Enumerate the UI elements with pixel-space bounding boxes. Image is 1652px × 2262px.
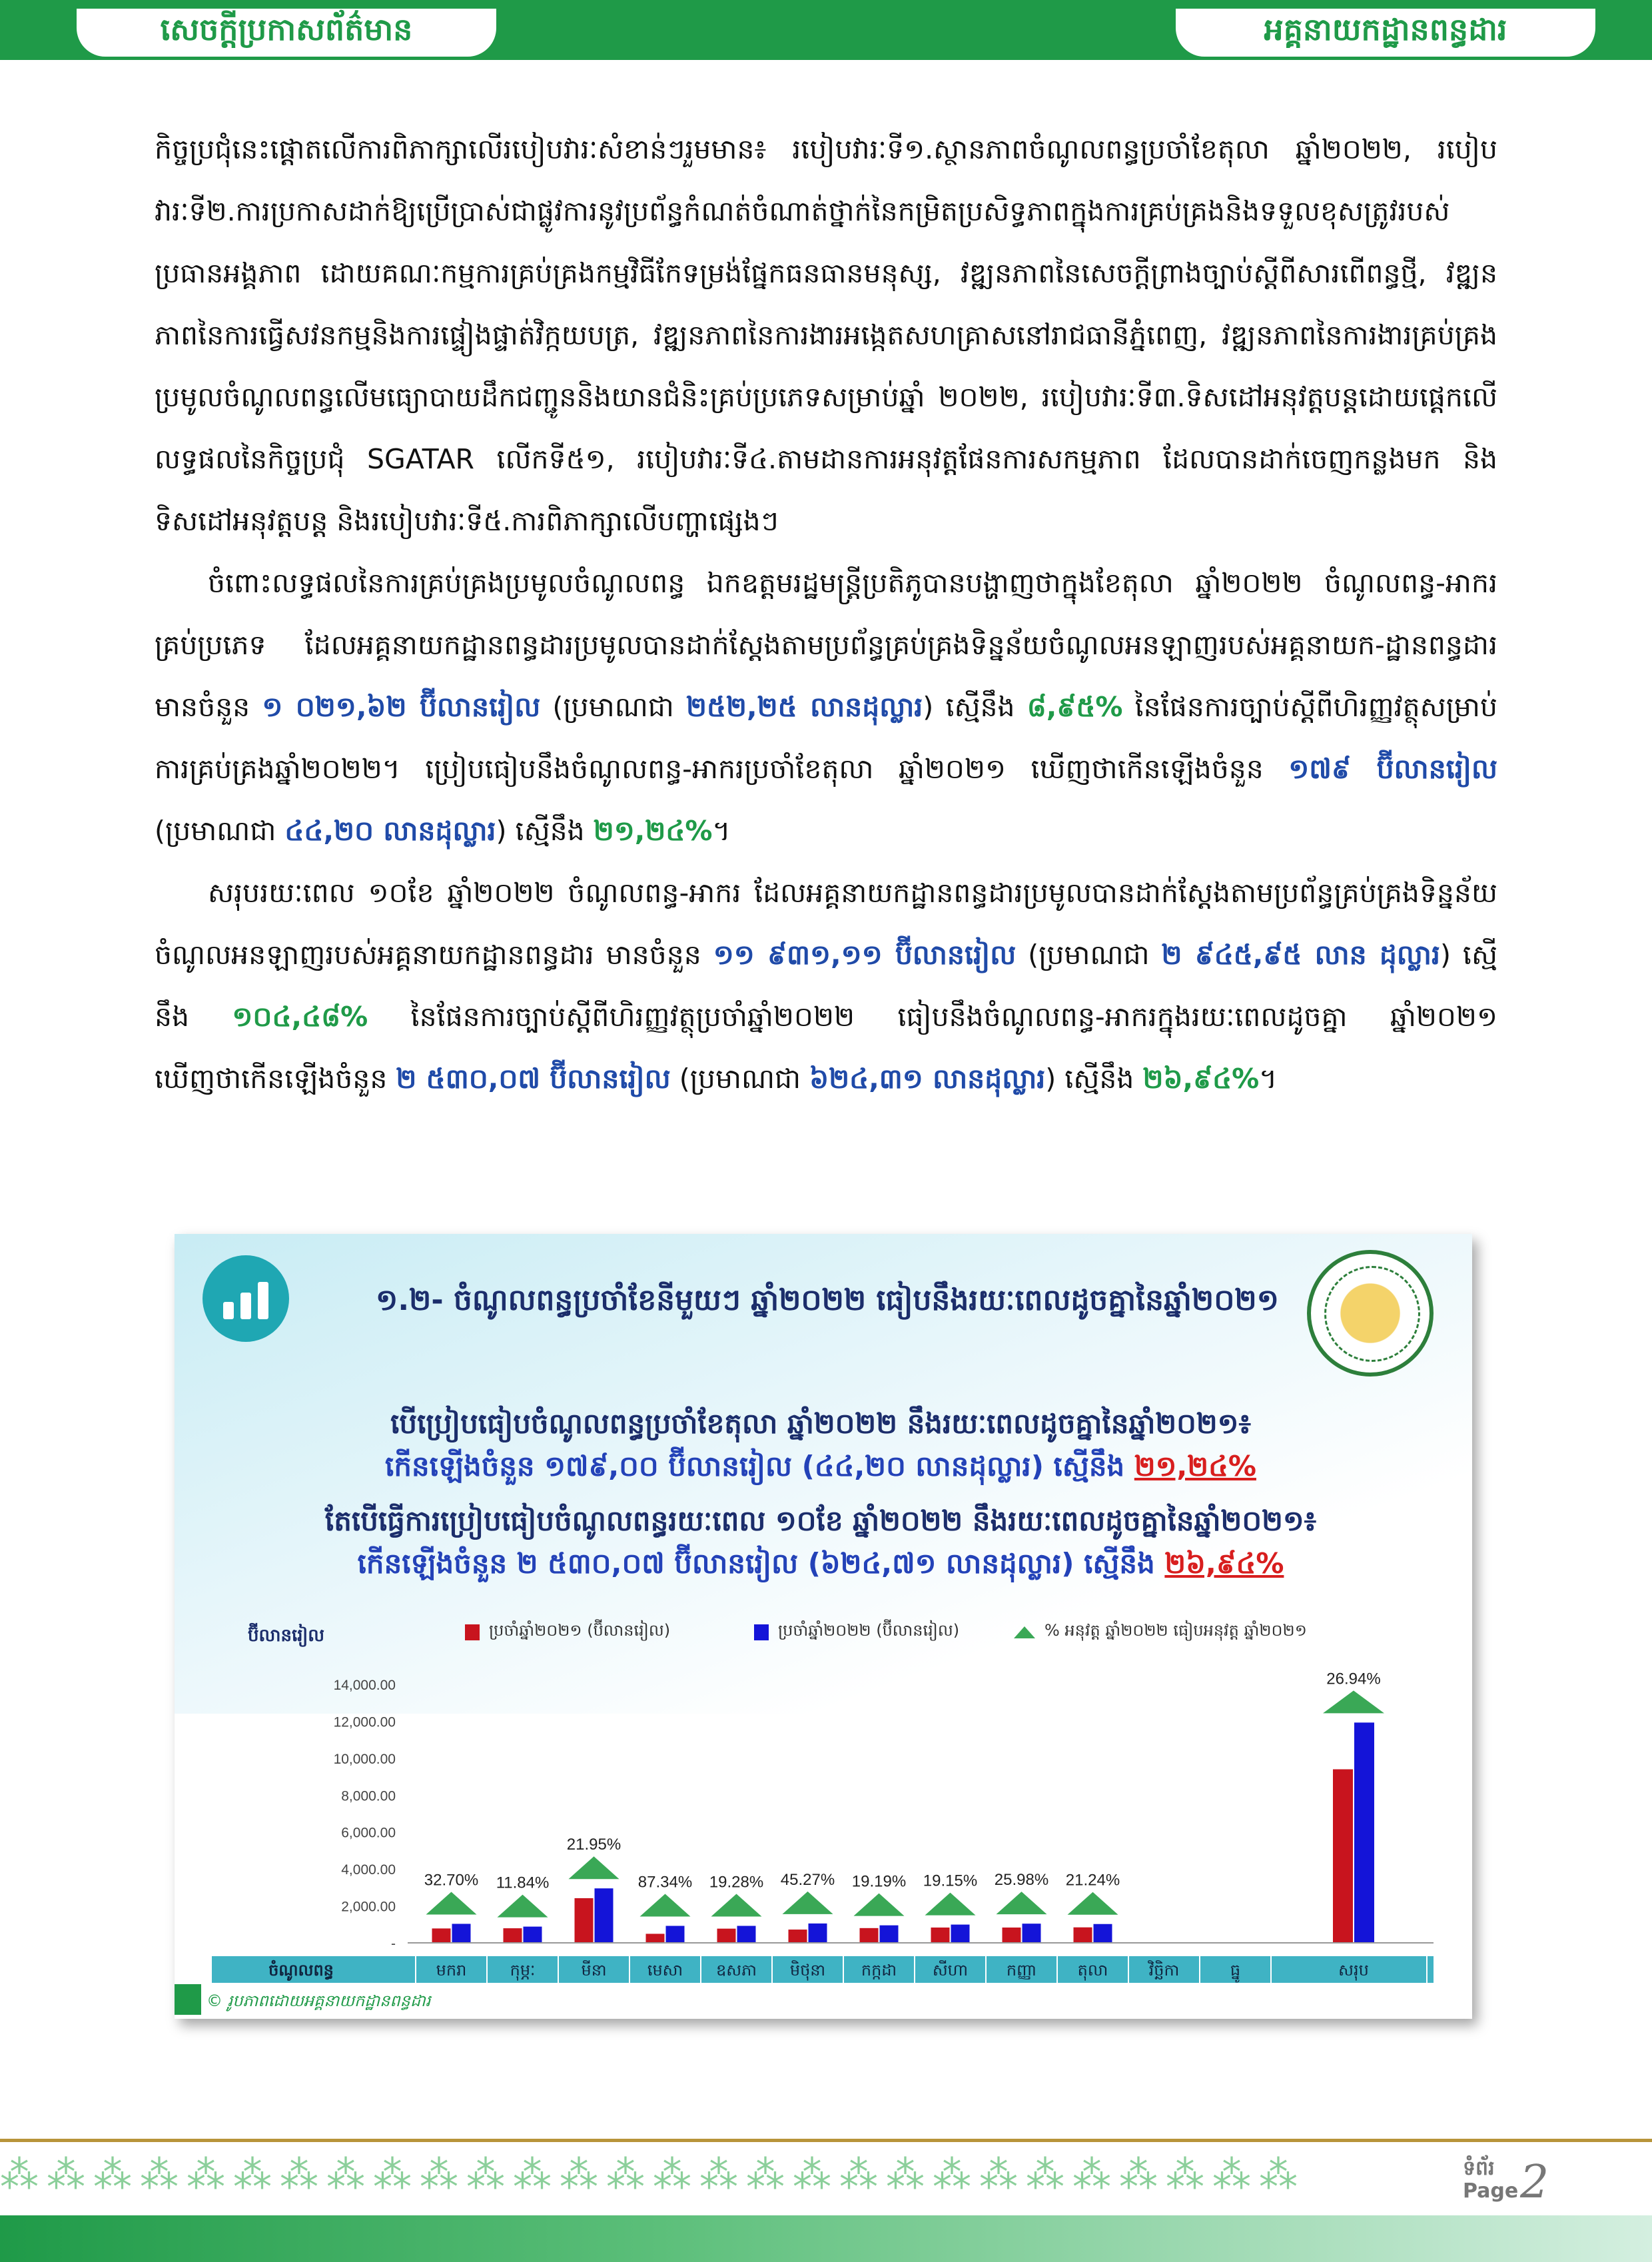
- y-tick-label: 8,000.00: [341, 1788, 396, 1804]
- pct-label: 21.24%: [1065, 1871, 1120, 1890]
- pct-label: 19.28%: [709, 1873, 764, 1892]
- text: (ប្រមាណជា: [155, 815, 285, 847]
- bar-2021: [1333, 1769, 1353, 1943]
- value-10m-plan-pct: ១០៤,៤៨%: [232, 1001, 368, 1033]
- value-oct-increase-usd: ៤៤,២០ លានដុល្លារ: [284, 815, 496, 847]
- bar-2022: [1023, 1924, 1041, 1943]
- category-row-header: ចំណូលពន្ធ: [268, 1961, 334, 1979]
- y-tick-label: 6,000.00: [341, 1825, 396, 1841]
- bar-2021: [1003, 1928, 1021, 1943]
- page-number: 2: [1520, 2156, 1549, 2209]
- infographic-title: ១.២- ចំណូលពន្ធប្រចាំខែនីមួយៗ ឆ្នាំ២០២២ ធៀបនឹងរយៈពេលដូចគ្នានៃឆ្នាំ២០២១: [376, 1283, 1279, 1317]
- y-tick-label: -: [391, 1936, 396, 1952]
- pct-triangle-marker: [640, 1894, 691, 1917]
- bar-2022: [737, 1926, 756, 1943]
- pct-label: 87.34%: [637, 1873, 693, 1892]
- text: សរុបរយៈពេល ១០ខែ ឆ្នាំ២០២២ ចំណូលពន្ធ-អាករ ដែលអគ្គនាយកដ្ឋានពន្ធដារប្រមូលបានដាក់ស្តែងតាមប្រព័ន្ធគ្រប់គ្រងទិន្នន័យចំណូលអនឡាញរបស់អគ្គនាយកដ្ឋានពន្ធដារ មានចំនួន: [155, 877, 1497, 971]
- pct-triangle-marker: [1323, 1690, 1384, 1713]
- decorative-ornament-row: ⁂⁂⁂⁂⁂⁂⁂⁂⁂⁂⁂⁂⁂⁂⁂⁂⁂⁂⁂⁂⁂⁂⁂⁂⁂⁂⁂⁂: [0, 2152, 1306, 2197]
- text: (ប្រមាណជា: [540, 691, 686, 723]
- value-10m-revenue-riel: ១១ ៩៣១,១១ ប៊ីលានរៀល: [713, 939, 1017, 971]
- text: (ប្រមាណជា: [670, 1063, 810, 1095]
- bar-2021: [504, 1928, 522, 1943]
- pct-label: 32.70%: [424, 1871, 479, 1890]
- value-oct-revenue-riel: ១ ០២១,៦២ ប៊ីលានរៀល: [262, 691, 541, 723]
- text: ) ស្មើនឹង: [496, 815, 594, 847]
- bar-2021: [717, 1929, 736, 1943]
- value-oct-increase-pct: ២១,២៤%: [593, 815, 713, 847]
- pct-triangle-marker: [426, 1892, 477, 1914]
- paragraph-october-revenue: [155, 552, 1497, 862]
- pct-triangle-marker: [1068, 1892, 1118, 1915]
- pct-triangle-marker: [711, 1894, 762, 1917]
- pct-label: 21.95%: [566, 1836, 621, 1854]
- category-label: ឧសភា: [716, 1961, 757, 1979]
- photo-credit: © រូបភាពដោយអគ្គនាយកដ្ឋានពន្ធដារ: [206, 1991, 431, 2010]
- bar-2022: [809, 1924, 827, 1943]
- bar-2022: [524, 1927, 542, 1943]
- text: ) ស្មើនឹង: [923, 691, 1027, 723]
- bar-2021: [1074, 1928, 1092, 1943]
- y-axis-unit: ប៊ីលានរៀល: [248, 1626, 325, 1646]
- summary-monthly-heading: បើប្រៀបធៀបចំណូលពន្ធប្រចាំខែតុលា ឆ្នាំ២០២២ នឹងរយៈពេលដូចគ្នានៃឆ្នាំ២០២១៖: [390, 1407, 1251, 1440]
- legend-label: ប្រចាំឆ្នាំ២០២២ (ប៊ីលានរៀល): [778, 1621, 960, 1640]
- bar-2021: [432, 1928, 451, 1943]
- category-label: សីហា: [932, 1961, 969, 1979]
- y-tick-label: 4,000.00: [341, 1862, 396, 1878]
- legend-label: % អនុវត្ត ឆ្នាំ២០២២ ធៀបអនុវត្ត ឆ្នាំ២០២១: [1044, 1621, 1307, 1640]
- text: ។: [712, 815, 731, 847]
- category-label: វិច្ឆិកា: [1148, 1961, 1180, 1979]
- category-label: មិថុនា: [789, 1961, 826, 1979]
- legend-label: ប្រចាំឆ្នាំ២០២១ (ប៊ីលានរៀល): [489, 1621, 671, 1640]
- value-10m-revenue-usd: ២ ៩៤៥,៩៥ លាន ដុល្លារ: [1161, 939, 1440, 971]
- category-label: កក្កដា: [861, 1961, 897, 1979]
- value-oct-increase-riel: ១៧៩ ប៊ីលានរៀល: [1288, 753, 1497, 785]
- pct-label: 25.98%: [994, 1871, 1049, 1890]
- bar-2022: [1354, 1722, 1374, 1943]
- pct-label: 45.27%: [780, 1870, 835, 1889]
- bar-2022: [1094, 1924, 1112, 1943]
- bar-2022: [666, 1926, 685, 1943]
- text: កើនឡើងចំនួន ១៧៩,០០ ប៊ីលានរៀល (៤៤,២០ លានដុល្លារ) ស្មើនឹង: [385, 1450, 1134, 1482]
- page-label: [1463, 2157, 1518, 2203]
- revenue-bar-chart: [175, 1234, 1472, 2019]
- bar-2022: [880, 1926, 899, 1943]
- article-body: [155, 119, 1497, 1110]
- bar-2021: [789, 1930, 807, 1943]
- value-10m-increase-pct: ២៦,៩៤%: [1142, 1063, 1260, 1095]
- y-tick-label: 12,000.00: [333, 1714, 396, 1730]
- infographic-panel: [175, 1234, 1472, 2019]
- text: កើនឡើងចំនួន ២ ៥៣០,០៧ ប៊ីលានរៀល (៦២៤,៧១ លានដុល្លារ) ស្មើនឹង: [357, 1547, 1165, 1580]
- header-right-title: អគ្គនាយកដ្ឋានពន្ធដារ: [1172, 5, 1599, 60]
- bar-2022: [951, 1925, 970, 1943]
- value-10m-increase-riel: ២ ៥៣០,០៧ ប៊ីលានរៀល: [396, 1063, 671, 1095]
- bar-2021: [575, 1898, 594, 1943]
- header-left-title: សេចក្តីប្រកាសព័ត៌មាន: [73, 5, 500, 60]
- category-label: មេសា: [647, 1961, 683, 1979]
- pct-label: 19.19%: [851, 1872, 907, 1891]
- category-label: កុម្ភៈ: [510, 1961, 536, 1979]
- category-label: មីនា: [581, 1961, 607, 1979]
- category-label: មករា: [436, 1961, 467, 1979]
- y-tick-label: 14,000.00: [333, 1678, 396, 1693]
- bar-2022: [452, 1924, 471, 1943]
- pct-triangle-marker: [569, 1856, 620, 1879]
- text: ) ស្មើនឹង: [155, 939, 1497, 1033]
- text: នៃផែនការច្បាប់ស្តីពីហិរញ្ញវត្ថុប្រចាំឆ្នាំ២០២២ ធៀបនឹងចំណូលពន្ធ-អាករក្នុងរយៈពេលដូចគ្នា ឆ្នាំ២០២១ ឃើញថាកើនឡើងចំនួន: [155, 1001, 1497, 1095]
- summary-ten-month-pct: ២៦,៩៤%: [1164, 1547, 1284, 1580]
- paragraph-agenda: កិច្ចប្រជុំនេះផ្ដោតលើការពិភាក្សាលើរបៀបវារៈសំខាន់ៗរួមមាន៖ របៀបវារៈទី១.ស្ថានភាពចំណូលពន្ធប្រចាំខែតុលា ឆ្នាំ២០២២, របៀបវារៈទី២.ការប្រកាសដាក់ឱ្យប្រើប្រាស់ជាផ្លូវការនូវប្រព័ន្ធកំណត់ចំណាត់ថ្នាក់នៃកម្រិតប្រសិទ្ធភាពក្នុងការគ្រប់គ្រងនិងទទួលខុសត្រូវរបស់ប្រធានអង្គភាព ដោយគណៈកម្មការគ្រប់គ្រងកម្មវិធីកែទម្រង់ផ្នែកធនធានមនុស្ស, វឌ្ឍនភាពនៃសេចក្តីព្រាងច្បាប់ស្តីពីសារពើពន្ធថ្មី, វឌ្ឍនភាពនៃការធ្វើសវនកម្មនិងការផ្ទៀងផ្ទាត់វិក្កយបត្រ, វឌ្ឍនភាពនៃការងារអង្កេតសហគ្រាសនៅរាជធានីភ្នំពេញ, វឌ្ឍនភាពនៃការងារគ្រប់គ្រងប្រមូលចំណូលពន្ធលើមធ្យោបាយដឹកជញ្ជូននិងយានជំនិះគ្រប់ប្រភេទសម្រាប់ឆ្នាំ ២០២២, របៀបវារៈទី៣.ទិសដៅអនុវត្តបន្តដោយផ្ដេកលើលទ្ធផលនៃកិច្ចប្រជុំ SGATAR លើកទី៥១, របៀបវារៈទី៤.តាមដានការអនុវត្តផែនការសកម្មភាព ដែលបានដាក់ចេញកន្លងមក និងទិសដៅអនុវត្តបន្ត និងរបៀបវារៈទី៥.ការពិភាក្សាលើបញ្ហាផ្សេងៗ: [155, 133, 1497, 537]
- summary-monthly-pct: ២១,២៤%: [1134, 1450, 1256, 1482]
- page-label-en: Page: [1463, 2179, 1519, 2203]
- pct-triangle-marker: [925, 1893, 976, 1916]
- pct-label: 11.84%: [496, 1874, 550, 1892]
- text: នៃផែនការច្បាប់ស្តីពីហិរញ្ញវត្ថុសម្រាប់ការគ្រប់គ្រងឆ្នាំ២០២២។ ប្រៀបធៀបនឹងចំណូលពន្ធ-អាករប្រចាំខែតុលា ឆ្នាំ២០២១ ឃើញថាកើនឡើងចំនួន: [155, 691, 1497, 785]
- bar-2022: [595, 1888, 614, 1943]
- category-label: កញ្ញា: [1006, 1961, 1037, 1979]
- text: ចំពោះលទ្ធផលនៃការគ្រប់គ្រងប្រមូលចំណូលពន្ធ ឯកឧត្តមរដ្ឋមន្ត្រីប្រតិភូបានបង្ហាញថាក្នុងខែតុលា ឆ្នាំ២០២២ ចំណូលពន្ធ-អាករគ្រប់ប្រភេទ ដែលអគ្គនាយកដ្ឋានពន្ធដារប្រមូលបានដាក់ស្តែងតាមប្រព័ន្ធគ្រប់គ្រងទិន្នន័យចំណូលអនឡាញរបស់អគ្គនាយក-ដ្ឋានពន្ធដារ មានចំនួន: [155, 567, 1497, 723]
- bar-2021: [931, 1928, 950, 1943]
- value-10m-increase-usd: ៦២៤,៣១ លានដុល្លារ: [809, 1063, 1046, 1095]
- y-tick-label: 2,000.00: [341, 1899, 396, 1915]
- page-label-km: ទំព័រ: [1463, 2157, 1495, 2180]
- pct-label: 26.94%: [1326, 1670, 1381, 1688]
- pct-triangle-marker: [997, 1892, 1047, 1914]
- value-oct-plan-pct: ៨,៩៥%: [1027, 691, 1123, 723]
- text: ។: [1259, 1063, 1278, 1095]
- pct-triangle-marker: [854, 1894, 905, 1916]
- category-label: ធ្នូ: [1230, 1961, 1241, 1979]
- text: (ប្រមាណជា: [1016, 939, 1162, 971]
- category-label: តុលា: [1077, 1961, 1108, 1979]
- summary-ten-month-heading: តែបើធ្វើការប្រៀបធៀបចំណូលពន្ធរយៈពេល ១០ខែ ឆ្នាំ២០២២ នឹងរយៈពេលដូចគ្នានៃឆ្នាំ២០២១៖: [324, 1504, 1317, 1537]
- footer-divider: [0, 2139, 1652, 2142]
- y-tick-label: 10,000.00: [333, 1751, 396, 1767]
- paragraph-ten-month-revenue: [155, 862, 1497, 1110]
- bar-2021: [860, 1928, 879, 1943]
- value-oct-revenue-usd: ២៥២,២៥ លានដុល្លារ: [685, 691, 923, 723]
- bar-2021: [646, 1934, 665, 1943]
- footer-square: [175, 1984, 201, 2015]
- category-label: សរុប: [1338, 1961, 1369, 1979]
- pct-label: 19.15%: [923, 1872, 978, 1890]
- text: ) ស្មើនឹង: [1045, 1063, 1143, 1095]
- footer-bar: [0, 2215, 1652, 2262]
- pct-triangle-marker: [783, 1892, 833, 1914]
- pct-triangle-marker: [498, 1895, 548, 1918]
